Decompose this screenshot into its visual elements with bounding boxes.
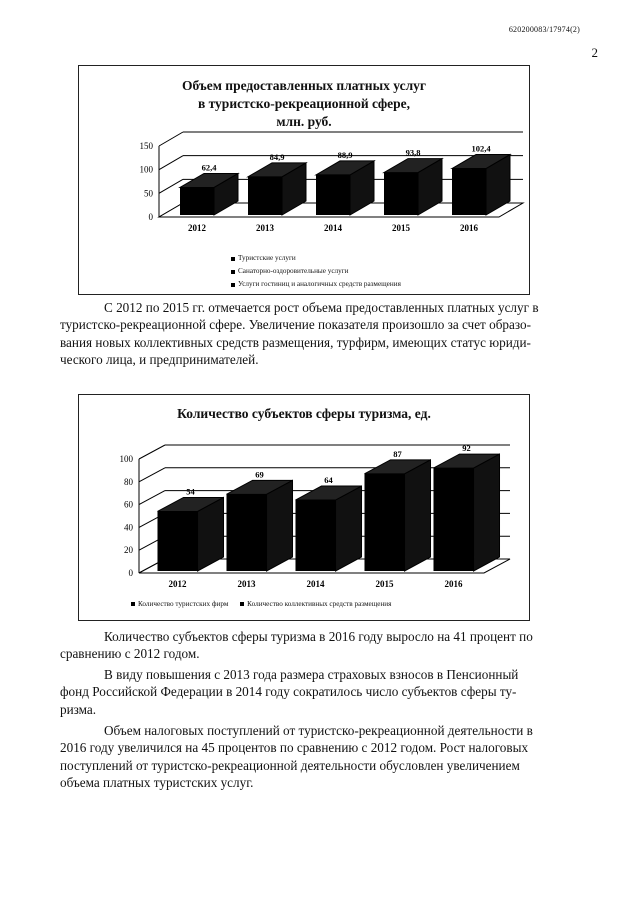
chart-plot — [79, 395, 529, 620]
legend-label: Санаторно-оздоровительные услуги — [238, 267, 349, 275]
x-tick-label: 2013 — [237, 579, 256, 589]
legend-item — [231, 265, 401, 278]
text-line: туристско-рекреационной сфере. Увеличение показателя произошло за счет образо- — [60, 317, 531, 333]
grid-depth-line — [139, 468, 165, 482]
bar-value-label: 88,9 — [337, 149, 353, 160]
text-line: 2016 году увеличился на 45 процентов по сравнению с 2012 годом. Рост налоговых — [60, 740, 529, 756]
bar — [433, 468, 473, 571]
text-line: Объем налоговых поступлений от туристско-рекреационной деятельности в — [104, 723, 533, 738]
paragraph-1 — [60, 299, 581, 369]
legend-label: Количество туристских фирм — [138, 600, 229, 608]
paragraph-4 — [60, 722, 581, 792]
bar-value-label: 84,9 — [269, 151, 285, 162]
bar-value-label: 69 — [255, 469, 264, 480]
text-line: ческого лица, и предпринимателей. — [60, 352, 259, 368]
x-tick-label: 2012 — [188, 223, 206, 233]
legend-item — [231, 252, 401, 265]
chart-tourism-subjects — [78, 394, 530, 621]
bar-side — [336, 486, 362, 571]
chart-title-line: Объем предоставленных платных услуг — [181, 78, 427, 93]
x-tick-label: 2016 — [460, 223, 478, 233]
chart-title: Количество субъектов сферы туризма, ед. — [177, 406, 431, 421]
y-tick-label: 80 — [124, 476, 133, 487]
bar-value-label: 64 — [324, 475, 333, 486]
bar — [157, 511, 197, 571]
text-line: В виду повышения с 2013 года размера страховых взносов в Пенсионный — [104, 667, 519, 682]
chart-legend — [131, 600, 401, 608]
legend-label: Количество коллективных средств размещения — [247, 600, 392, 608]
y-tick-label: 40 — [124, 522, 133, 533]
grid-depth-line — [139, 491, 165, 505]
bar — [316, 175, 350, 215]
legend-label: Услуги гостиниц и аналогичных средств размещения — [238, 280, 401, 288]
bar-value-label: 92 — [462, 443, 471, 454]
x-tick-label: 2013 — [256, 223, 274, 233]
x-tick-label: 2014 — [306, 579, 325, 589]
text-line: Количество субъектов сферы туризма в 2016 году выросло на 41 процент по — [104, 629, 533, 644]
x-tick-label: 2015 — [375, 579, 394, 589]
grid-depth-line — [139, 445, 165, 459]
text-line: С 2012 по 2015 гг. отмечается рост объема предоставленных платных услуг в — [104, 300, 539, 315]
legend-label: Туристские услуги — [238, 254, 296, 262]
bar-side — [267, 480, 293, 571]
legend-item — [240, 600, 391, 608]
chart-title-line: млн. руб. — [276, 114, 332, 129]
y-tick-label: 0 — [128, 568, 133, 578]
grid-depth-line — [159, 156, 183, 170]
document-id: 620200083/17974(2) — [508, 25, 580, 34]
bar — [180, 187, 214, 215]
text-line: вания новых коллективных средств размещения, турфирм, имеющих статус юриди- — [60, 334, 531, 350]
bar — [452, 169, 486, 215]
chart-title-line: в туристско-рекреационной сфере, — [197, 96, 411, 111]
text-line: сравнению с 2012 годом. — [60, 646, 200, 662]
grid-depth-line — [159, 132, 183, 146]
paragraph-2 — [60, 628, 581, 663]
bar-value-label: 87 — [393, 448, 402, 459]
legend-swatch — [231, 283, 235, 287]
y-tick-label: 0 — [148, 212, 153, 222]
y-tick-label: 60 — [124, 499, 133, 510]
text-line: ризма. — [60, 701, 97, 717]
text-line: объема платных туристских услуг. — [60, 775, 254, 791]
y-tick-label: 20 — [124, 545, 133, 556]
bar — [226, 494, 266, 571]
page-number: 2 — [591, 45, 598, 60]
legend-swatch — [231, 257, 235, 261]
text-line: фонд Российской Федерации в 2014 году сократилось число субъектов сферы ту- — [60, 684, 517, 700]
y-tick-label: 150 — [139, 141, 153, 151]
y-tick-label: 50 — [144, 188, 153, 199]
legend-swatch — [231, 270, 235, 274]
chart-paid-services — [78, 65, 530, 295]
x-tick-label: 2014 — [324, 223, 342, 233]
y-tick-label: 100 — [119, 454, 133, 464]
bar-value-label: 93,8 — [405, 147, 421, 158]
bar — [384, 173, 418, 215]
bar-side — [474, 454, 500, 571]
bar — [248, 177, 282, 215]
bar — [295, 500, 335, 571]
x-tick-label: 2016 — [444, 579, 463, 589]
bar-side — [405, 460, 431, 571]
bar-value-label: 54 — [186, 486, 195, 497]
bar-value-label: 62,4 — [201, 162, 217, 173]
legend-item — [231, 278, 401, 291]
chart-legend — [231, 252, 401, 291]
bar — [364, 474, 404, 571]
x-tick-label: 2015 — [392, 223, 410, 233]
text-line: поступлений от туристско-рекреационной деятельности обусловлен увеличением — [60, 757, 520, 773]
grid-depth-line — [159, 179, 183, 193]
y-tick-label: 100 — [139, 164, 153, 175]
bar-value-label: 102,4 — [471, 143, 491, 154]
legend-swatch — [240, 602, 244, 606]
paragraph-3 — [60, 666, 581, 718]
legend-item — [131, 600, 228, 608]
legend-swatch — [131, 602, 135, 606]
x-tick-label: 2012 — [168, 579, 187, 589]
